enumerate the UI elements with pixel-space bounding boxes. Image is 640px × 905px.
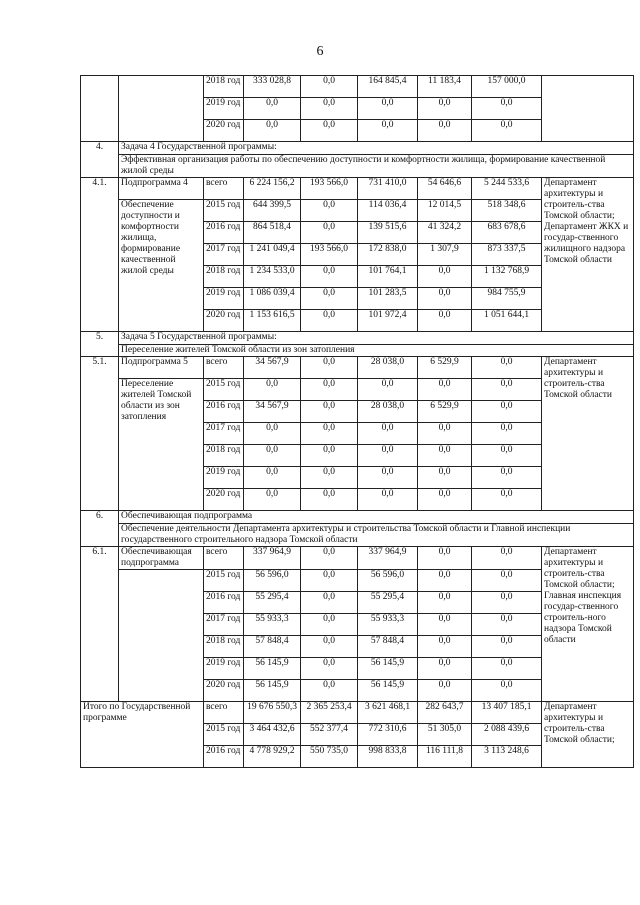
amount-cell: 1 307,9	[418, 244, 472, 266]
amount-cell: 0,0	[301, 489, 358, 511]
amount-cell: 0,0	[472, 423, 542, 445]
total-label: всего	[204, 357, 244, 379]
amount-cell: 0,0	[472, 658, 542, 680]
amount-cell: 0,0	[301, 445, 358, 467]
amount-cell: 0,0	[472, 547, 542, 570]
executor-cell: Департамент архитектуры и строитель-ства Томской области; Главная инспекция государ-ственного строитель-ного надзора Томской области	[542, 547, 634, 702]
amount-cell: 164 845,4	[358, 76, 418, 98]
year-cell: 2018 год	[204, 76, 244, 98]
section-number: 4.	[81, 142, 119, 178]
page-number: 6	[316, 44, 324, 59]
executor-cell	[542, 76, 634, 142]
year-cell: 2019 год	[204, 98, 244, 120]
amount-cell: 0,0	[418, 658, 472, 680]
amount-cell: 0,0	[244, 98, 301, 120]
amount-cell: 56 145,9	[358, 658, 418, 680]
section-subtitle: Переселение жителей Томской области из зон затопления	[119, 345, 634, 357]
amount-cell: 552 377,4	[301, 724, 358, 746]
budget-table	[80, 75, 634, 768]
subprogram-total-row	[81, 178, 634, 200]
amount-cell: 1 153 616,5	[244, 310, 301, 332]
amount-cell: 0,0	[301, 200, 358, 222]
amount-cell: 1 241 049,4	[244, 244, 301, 266]
year-cell: 2019 год	[204, 288, 244, 310]
amount-cell: 0,0	[301, 310, 358, 332]
year-cell: 2017 год	[204, 423, 244, 445]
amount-cell: 0,0	[418, 680, 472, 702]
amount-cell: 0,0	[358, 467, 418, 489]
amount-cell: 0,0	[472, 445, 542, 467]
amount-cell: 1 051 644,1	[472, 310, 542, 332]
amount-cell: 0,0	[358, 445, 418, 467]
amount-cell: 2 365 253,4	[301, 702, 358, 724]
amount-cell: 56 145,9	[244, 658, 301, 680]
amount-cell: 550 735,0	[301, 746, 358, 768]
amount-cell: 0,0	[358, 120, 418, 142]
amount-cell: 0,0	[301, 467, 358, 489]
amount-cell: 34 567,9	[244, 357, 301, 379]
amount-cell: 5 244 533,6	[472, 178, 542, 200]
amount-cell: 101 764,1	[358, 266, 418, 288]
total-label: всего	[204, 547, 244, 570]
amount-cell: 28 038,0	[358, 357, 418, 379]
amount-cell: 193 566,0	[301, 178, 358, 200]
amount-cell: 0,0	[301, 288, 358, 310]
amount-cell: 1 086 039,4	[244, 288, 301, 310]
section-subtitle-row	[81, 524, 634, 547]
amount-cell: 0,0	[358, 379, 418, 401]
subprogram-name: Обеспечивающая подпрограмма	[119, 547, 204, 570]
amount-cell: 0,0	[244, 467, 301, 489]
subprogram-number: 6.1.	[81, 547, 119, 702]
year-cell: 2015 год	[204, 724, 244, 746]
amount-cell: 0,0	[301, 222, 358, 244]
year-cell: 2020 год	[204, 310, 244, 332]
year-cell: 2016 год	[204, 592, 244, 614]
year-cell: 2015 год	[204, 200, 244, 222]
amount-cell: 0,0	[301, 636, 358, 658]
subprogram-number: 5.1.	[81, 357, 119, 511]
year-cell: 2019 год	[204, 467, 244, 489]
amount-cell: 984 755,9	[472, 288, 542, 310]
year-cell: 2016 год	[204, 401, 244, 423]
amount-cell: 0,0	[301, 680, 358, 702]
year-cell: 2016 год	[204, 222, 244, 244]
total-label: всего	[204, 702, 244, 724]
amount-cell: 0,0	[301, 266, 358, 288]
amount-cell: 0,0	[418, 489, 472, 511]
amount-cell: 0,0	[418, 266, 472, 288]
year-cell: 2018 год	[204, 445, 244, 467]
amount-cell: 731 410,0	[358, 178, 418, 200]
amount-cell: 864 518,4	[244, 222, 301, 244]
amount-cell: 0,0	[472, 98, 542, 120]
amount-cell: 55 295,4	[244, 592, 301, 614]
amount-cell: 55 933,3	[244, 614, 301, 636]
subprogram-name: Подпрограмма 4	[119, 178, 204, 200]
amount-cell: 34 567,9	[244, 401, 301, 423]
amount-cell: 56 145,9	[358, 680, 418, 702]
amount-cell: 0,0	[472, 120, 542, 142]
amount-cell: 0,0	[244, 379, 301, 401]
year-cell: 2017 год	[204, 614, 244, 636]
amount-cell: 172 838,0	[358, 244, 418, 266]
amount-cell: 11 183,4	[418, 76, 472, 98]
amount-cell: 0,0	[418, 547, 472, 570]
section-subtitle: Эффективная организация работы по обеспечению доступности и комфортности жилища, формирование качественной жилой среды	[119, 155, 634, 178]
total-label: всего	[204, 178, 244, 200]
amount-cell: 101 972,4	[358, 310, 418, 332]
amount-cell: 683 678,6	[472, 222, 542, 244]
amount-cell: 0,0	[358, 423, 418, 445]
subprogram-number: 4.1.	[81, 178, 119, 332]
amount-cell: 0,0	[301, 120, 358, 142]
amount-cell: 2 088 439,6	[472, 724, 542, 746]
subprogram-total-row	[81, 702, 634, 724]
program-total-label: Итого по Государственной программе	[81, 702, 204, 768]
amount-cell: 0,0	[472, 592, 542, 614]
amount-cell: 0,0	[301, 98, 358, 120]
amount-cell: 0,0	[301, 570, 358, 592]
number-cell	[81, 76, 119, 142]
amount-cell: 772 310,6	[358, 724, 418, 746]
amount-cell: 0,0	[301, 423, 358, 445]
executor-cell: Департамент архитектуры и строитель-ства Томской области; Департамент ЖКХ и государ-ственного жилищного надзора Томской области	[542, 178, 634, 332]
amount-cell: 55 933,3	[358, 614, 418, 636]
amount-cell: 0,0	[358, 489, 418, 511]
executor-cell: Департамент архитектуры и строитель-ства Томской области	[542, 357, 634, 511]
year-cell: 2020 год	[204, 120, 244, 142]
subprogram-total-row	[81, 357, 634, 379]
year-cell: 2020 год	[204, 489, 244, 511]
amount-cell: 4 778 929,2	[244, 746, 301, 768]
amount-cell: 28 038,0	[358, 401, 418, 423]
amount-cell: 56 596,0	[244, 570, 301, 592]
section-title: Задача 4 Государственной программы:	[119, 142, 634, 155]
amount-cell: 0,0	[472, 379, 542, 401]
amount-cell: 0,0	[418, 423, 472, 445]
amount-cell: 12 014,5	[418, 200, 472, 222]
amount-cell: 333 028,8	[244, 76, 301, 98]
subprogram-total-row	[81, 547, 634, 570]
amount-cell: 57 848,4	[358, 636, 418, 658]
amount-cell: 0,0	[472, 467, 542, 489]
amount-cell: 139 515,6	[358, 222, 418, 244]
amount-cell: 6 224 156,2	[244, 178, 301, 200]
amount-cell: 6 529,9	[418, 401, 472, 423]
section-number: 5.	[81, 332, 119, 357]
amount-cell: 157 000,0	[472, 76, 542, 98]
amount-cell: 337 964,9	[244, 547, 301, 570]
subprogram-description: Обеспечение доступности и комфортности жилища, формирование качественной жилой среды	[119, 200, 204, 332]
amount-cell: 0,0	[418, 379, 472, 401]
name-cell	[119, 76, 204, 142]
amount-cell: 998 833,8	[358, 746, 418, 768]
amount-cell: 0,0	[301, 379, 358, 401]
amount-cell: 337 964,9	[358, 547, 418, 570]
amount-cell: 0,0	[358, 98, 418, 120]
amount-cell: 0,0	[418, 592, 472, 614]
year-cell: 2018 год	[204, 266, 244, 288]
amount-cell: 6 529,9	[418, 357, 472, 379]
section-subtitle: Обеспечение деятельности Департамента архитектуры и строительства Томской области и Главной инспекции государственного строительного надзора Томской области	[119, 524, 634, 547]
amount-cell: 0,0	[418, 445, 472, 467]
amount-cell: 0,0	[244, 120, 301, 142]
amount-cell: 0,0	[418, 288, 472, 310]
amount-cell: 13 407 185,1	[472, 702, 542, 724]
amount-cell: 3 464 432,6	[244, 724, 301, 746]
amount-cell: 0,0	[472, 614, 542, 636]
year-cell: 2017 год	[204, 244, 244, 266]
amount-cell: 51 305,0	[418, 724, 472, 746]
amount-cell: 0,0	[472, 401, 542, 423]
amount-cell: 1 132 768,9	[472, 266, 542, 288]
amount-cell: 0,0	[418, 98, 472, 120]
amount-cell: 57 848,4	[244, 636, 301, 658]
amount-cell: 0,0	[301, 547, 358, 570]
section-header-row	[81, 511, 634, 524]
amount-cell: 55 295,4	[358, 592, 418, 614]
amount-cell: 116 111,8	[418, 746, 472, 768]
amount-cell: 114 036,4	[358, 200, 418, 222]
section-subtitle-row	[81, 155, 634, 178]
amount-cell: 101 283,5	[358, 288, 418, 310]
section-title: Задача 5 Государственной программы:	[119, 332, 634, 345]
section-header-row	[81, 332, 634, 345]
executor-cell: Департамент архитектуры и строитель-ства Томской области;	[542, 702, 634, 768]
amount-cell: 1 234 533,0	[244, 266, 301, 288]
amount-cell: 0,0	[301, 76, 358, 98]
amount-cell: 0,0	[301, 592, 358, 614]
amount-cell: 19 676 550,3	[244, 702, 301, 724]
year-cell: 2019 год	[204, 658, 244, 680]
year-cell: 2015 год	[204, 570, 244, 592]
amount-cell: 0,0	[301, 357, 358, 379]
amount-cell: 56 596,0	[358, 570, 418, 592]
section-number: 6.	[81, 511, 119, 547]
amount-cell: 3 113 248,6	[472, 746, 542, 768]
section-header-row	[81, 142, 634, 155]
amount-cell: 3 621 468,1	[358, 702, 418, 724]
amount-cell: 0,0	[418, 120, 472, 142]
amount-cell: 0,0	[472, 357, 542, 379]
amount-cell: 0,0	[472, 570, 542, 592]
amount-cell: 0,0	[472, 680, 542, 702]
amount-cell: 41 324,2	[418, 222, 472, 244]
amount-cell: 0,0	[244, 423, 301, 445]
amount-cell: 0,0	[418, 614, 472, 636]
table-row	[81, 76, 634, 98]
amount-cell: 0,0	[418, 467, 472, 489]
amount-cell: 0,0	[418, 310, 472, 332]
subprogram-name: Подпрограмма 5	[119, 357, 204, 379]
amount-cell: 0,0	[472, 489, 542, 511]
section-title: Обеспечивающая подпрограмма	[119, 511, 634, 524]
year-cell: 2018 год	[204, 636, 244, 658]
year-cell: 2020 год	[204, 680, 244, 702]
amount-cell: 873 337,5	[472, 244, 542, 266]
amount-cell: 644 399,5	[244, 200, 301, 222]
section-subtitle-row	[81, 345, 634, 357]
amount-cell: 0,0	[472, 636, 542, 658]
amount-cell: 0,0	[301, 401, 358, 423]
year-cell: 2015 год	[204, 379, 244, 401]
amount-cell: 0,0	[244, 445, 301, 467]
subprogram-description: Переселение жителей Томской области из зон затопления	[119, 379, 204, 511]
amount-cell: 0,0	[301, 658, 358, 680]
amount-cell: 518 348,6	[472, 200, 542, 222]
year-cell: 2016 год	[204, 746, 244, 768]
amount-cell: 193 566,0	[301, 244, 358, 266]
amount-cell: 0,0	[244, 489, 301, 511]
amount-cell: 56 145,9	[244, 680, 301, 702]
amount-cell: 0,0	[418, 570, 472, 592]
amount-cell: 282 643,7	[418, 702, 472, 724]
amount-cell: 0,0	[301, 614, 358, 636]
subprogram-description	[119, 570, 204, 702]
amount-cell: 0,0	[418, 636, 472, 658]
amount-cell: 54 646,6	[418, 178, 472, 200]
